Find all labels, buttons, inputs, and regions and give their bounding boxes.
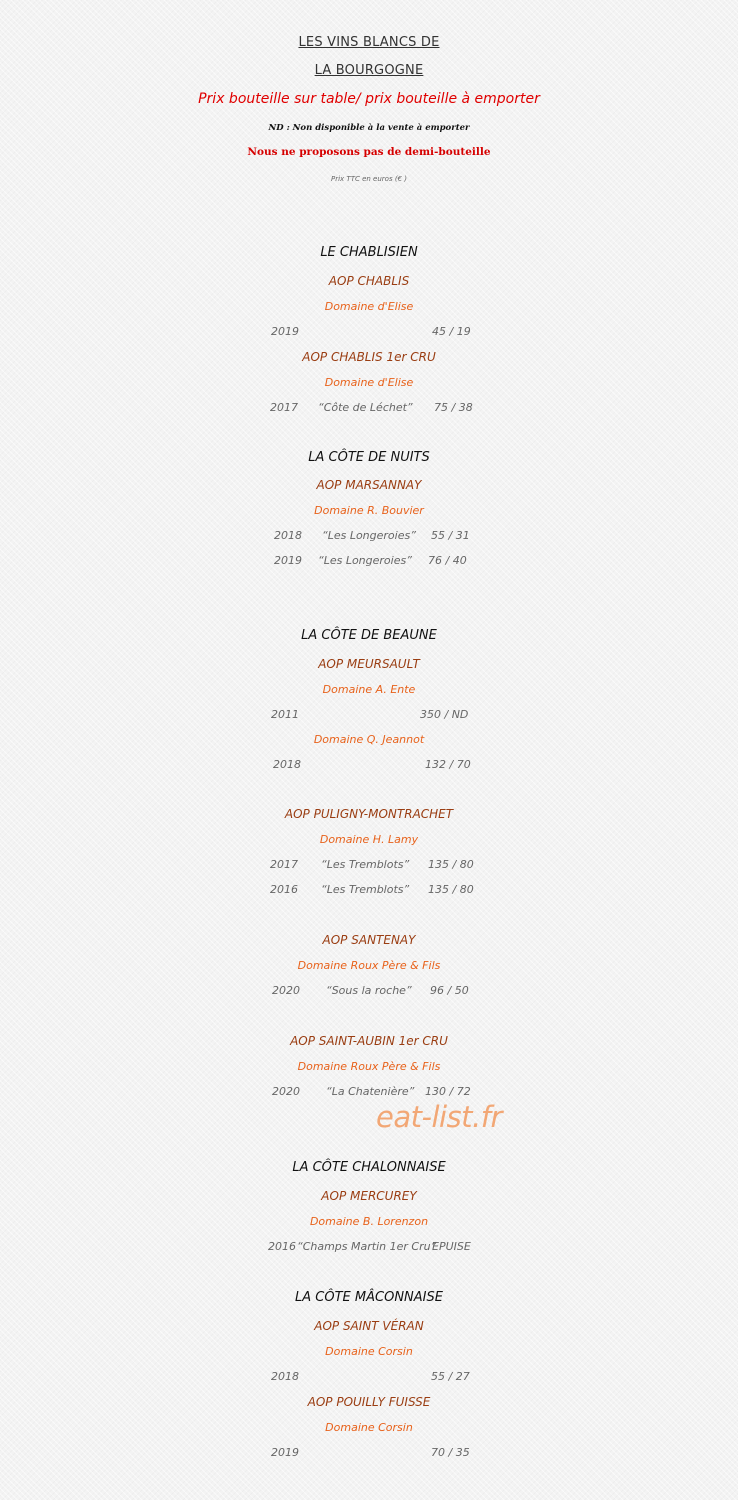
region-heading-chablisien: LE CHABLISIEN — [320, 245, 418, 260]
domaine-name: Domaine d'Elise — [324, 300, 414, 313]
domaine-name: Domaine Roux Père & Fils — [297, 1060, 441, 1073]
wine-year: 2018 — [274, 529, 302, 542]
wine-price: 135 / 80 — [428, 883, 474, 896]
region-heading-nuits: LA CÔTE DE NUITS — [308, 450, 430, 465]
wine-cuvee: “Sous la roche” — [326, 984, 412, 997]
wine-price: 132 / 70 — [425, 758, 471, 771]
wine-cuvee: “Champs Martin 1er Cru” — [297, 1240, 437, 1253]
wine-price: 55 / 31 — [431, 529, 470, 542]
ttc-note: Prix TTC en euros (€ ) — [331, 175, 407, 183]
wine-cuvee: “Les Tremblots” — [321, 883, 410, 896]
wine-price: 96 / 50 — [430, 984, 469, 997]
region-heading-beaune: LA CÔTE DE BEAUNE — [301, 628, 437, 643]
wine-year: 2018 — [273, 758, 301, 771]
wine-year: 2017 — [270, 858, 298, 871]
aop-heading: AOP CHABLIS 1er CRU — [302, 350, 436, 364]
domaine-name: Domaine H. Lamy — [319, 833, 419, 846]
region-heading-maconnaise: LA CÔTE MÂCONNAISE — [295, 1290, 443, 1305]
wine-price: 70 / 35 — [431, 1446, 470, 1459]
wine-price: EPUISE — [432, 1240, 471, 1253]
wine-year: 2020 — [272, 1085, 300, 1098]
page-title-line1: LES VINS BLANCS DE — [298, 35, 440, 50]
domaine-name: Domaine B. Lorenzon — [309, 1215, 429, 1228]
wine-cuvee: “Côte de Léchet” — [318, 401, 413, 414]
aop-heading: AOP SAINT VÉRAN — [314, 1319, 424, 1333]
wine-cuvee: “Les Longeroies” — [318, 554, 412, 567]
wine-price: 135 / 80 — [428, 858, 474, 871]
wine-price: 75 / 38 — [434, 401, 473, 414]
domaine-name: Domaine Corsin — [325, 1421, 413, 1434]
watermark: eat-list.fr — [376, 1100, 502, 1134]
wine-year: 2016 — [268, 1240, 296, 1253]
region-heading-chalonnaise: LA CÔTE CHALONNAISE — [292, 1160, 446, 1175]
wine-year: 2020 — [272, 984, 300, 997]
domaine-name: Domaine Corsin — [325, 1345, 413, 1358]
page-title-line2: LA BOURGOGNE — [314, 63, 424, 78]
wine-price: 55 / 27 — [431, 1370, 470, 1383]
wine-year: 2011 — [271, 708, 299, 721]
aop-heading: AOP POUILLY FUISSE — [307, 1395, 431, 1409]
wine-cuvee: “La Chatenière” — [326, 1085, 415, 1098]
nd-note: ND : Non disponible à la vente à emporter — [268, 123, 470, 133]
domaine-name: Domaine Roux Père & Fils — [297, 959, 441, 972]
price-subtitle: Prix bouteille sur table/ prix bouteille à emporter — [198, 91, 540, 107]
wine-year: 2019 — [274, 554, 302, 567]
domaine-name: Domaine d'Elise — [324, 376, 414, 389]
wine-price: 45 / 19 — [432, 325, 471, 338]
wine-year: 2019 — [271, 325, 299, 338]
aop-heading: AOP SANTENAY — [322, 933, 416, 947]
domaine-name: Domaine Q. Jeannot — [313, 733, 425, 746]
domaine-name: Domaine R. Bouvier — [314, 504, 424, 517]
wine-price: 76 / 40 — [428, 554, 467, 567]
wine-price: 130 / 72 — [425, 1085, 471, 1098]
no-half-bottle-note: Nous ne proposons pas de demi-bouteille — [247, 146, 491, 158]
aop-heading: AOP MARSANNAY — [316, 478, 422, 492]
aop-heading: AOP SAINT-AUBIN 1er CRU — [290, 1034, 448, 1048]
wine-price: 350 / ND — [420, 708, 469, 721]
wine-year: 2019 — [271, 1446, 299, 1459]
wine-cuvee: “Les Tremblots” — [321, 858, 410, 871]
wine-cuvee: “Les Longeroies” — [322, 529, 416, 542]
aop-heading: AOP PULIGNY-MONTRACHET — [284, 807, 454, 821]
wine-year: 2017 — [270, 401, 298, 414]
aop-heading: AOP MEURSAULT — [318, 657, 420, 671]
wine-year: 2016 — [270, 883, 298, 896]
wine-year: 2018 — [271, 1370, 299, 1383]
aop-heading: AOP CHABLIS — [328, 274, 410, 288]
domaine-name: Domaine A. Ente — [322, 683, 416, 696]
aop-heading: AOP MERCUREY — [321, 1189, 417, 1203]
